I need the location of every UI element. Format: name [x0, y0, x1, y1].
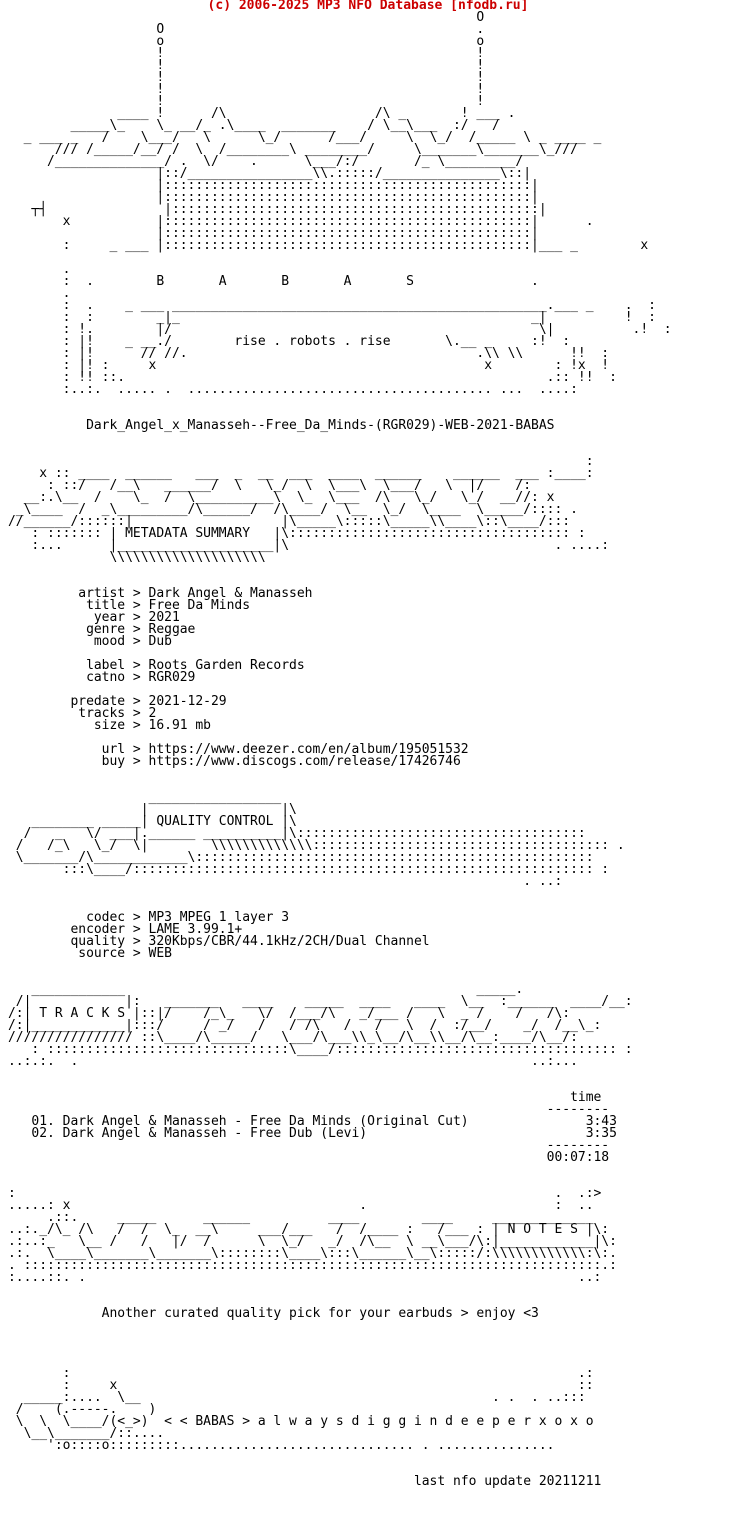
site-header: (c) 2006-2025 MP3 NFO Database [nfodb.ru]: [207, 0, 529, 13]
nfo-ascii-text: O O . o o ! ! ! ! ! ! ! ! ! ! ____ ! /\ /\ _ ! ___ . _____\_ \_ __/_ .\____ _______ / \__\___ :/ / _ ___ _ / \___/ \ \_/ /___/ \ \_/ /_____ \ _ ____ _ /// /_____/__/ / \ /________\ ________/ \_______\_______\_/// /______________/ . \/ . \___/:/ /_ \_________/ |::/________________\\.:::::/_______________\::| |:::::::::::::::::::::::::::::::::::::::::::::::| |:::::::::::::::::::::::::::::::::::::::::::::::| ┬┤ |:::::::::::::::::::::::::::::::::::::::::::::::| x |:::::::::::::::::::::::::::::::::::::::::::::::| . |:::::::::::::::::::::::::::::::::::::::::::::::| : _ ___ |:::::::::::::::::::::::::::::::::::::::::::::::|___ _ x . : . B A B A S . . : . _ ___ ________________________________________________.___ _ . : : : _|_ _| ! : : !. |/ \| .! : : |! _ __./ rise . robots . rise \.__ _ :! : : |! // //. .\\ \\ !! : : |! : x x : !x ! : !! ::. .:: !! : :..:. ..... . ....................................... ... ....: Dark_Angel_x_Manasseh--Free_Da_Minds-(RGR029)-WEB-2021-BABAS : x :: ____ ______ ___ _ __ ___ ____ ______ ______ ___ :____: : ::/ /__\ ______/ \ \_/ \ \___\ \___/ \ |/ /: __:.\__ / \_ / \__________\ \_ \___ /\ \_/ \_/ __//: x _\____ / _\_________/\______/ /\____/ \__ \_/ \____ \_____/:::: . //______/::::::| |\_____\:::::\_____\\____\::\____/::: : ::::::: | METADATA SUMMARY |\:::::::::::::::::::::::::::::::::::: : :... |____________________|\ . ....: \\\\\\\\\\\\\\\\\\\\ artist > Dark Angel & Manasseh title > Free Da Minds year > 2021 genre > Reggae mood > Dub label > Roots Garden Records catno > RGR029 predate > 2021-12-29 tracks > 2 size > 16.91 mb url > https://www.deezer.com/en/album/195051532 buy > https://www.discogs.com/release/17426746 _________________ | |\ ________ _____| QUALITY CONTROL |\ / _ \/ ___|.______ __________|\::::::::::::::::::::::::::::::::::::: / /_\ \_/ \| \\\\\\\\\\\\\:::::::::::::::::::::::::::::::::::::: . \_______/\____________\::::::::::::::::::::::::::::::::::::::::::::::::::: :::\____/::::::::::::::::::::::::::::::::::::::::::::::::::::::::::: : . ..: codec > MP3 MPEG 1 layer 3 encoder > LAME 3.99.1+ quality > 320Kbps/CBR/44.1kHz/2CH/Dual Channel source > WEB ____________ _____. /| |: _______ ____ _____ ____ ____ \__ :______ ____/__: /:| T R A C K S |::|/ /_\_ \/ /___/\ _/___ / \ _ / / /\: /:|____________|:::/ / _/ / / /\ / / \ / :/__/ _/ /__\_: //////////////// ::\____/\_____/ \___/\___\\_\__/\__\\__/\__:____/\__/: : :::::::::::::::::::::::::::::::\____/:::::::::::::::::::::::::::::::::::: : ..:.:. . ..:... time -------- 01. Dark Angel & Manasseh - Free Da Minds (Original Cut) 3:43 02. Dark Angel & Manasseh - Free Dub (Levi) 3:35 -------- 00:07:18 : . .:> .....: x . : .. .::. _____ ______ ____ ____ _____________ ..:._/\_ /\ / / \_ __\ ___/___ / /____ : /___ : | N O T E S |\: .:..:_ \__ / / |/ / \ \_/ _/ /\__ \ __\___/\:|____________|\: .:. \____\_______\_______\::::::::\____\:::\______\__\:::::/:\\\\\\\\\\\\:\:. . ::::::::::::::::::::::::::::::::::::::::::::::::::::::::::::::::::::::::::.: :....::. . ..: Another curated quality pick for your earbuds > enjoy <3 : .: : x :: _____:.... \__ . . . ..::: / (.-----. ) \ \ \____/(<_>) < < BABAS > a l w a y s d i g g i n d e e p e r x o x o \__\_______/::.... ':o::::o:::::::::.............................. . ............... last nfo update 20211211: [8, 10, 672, 1489]
